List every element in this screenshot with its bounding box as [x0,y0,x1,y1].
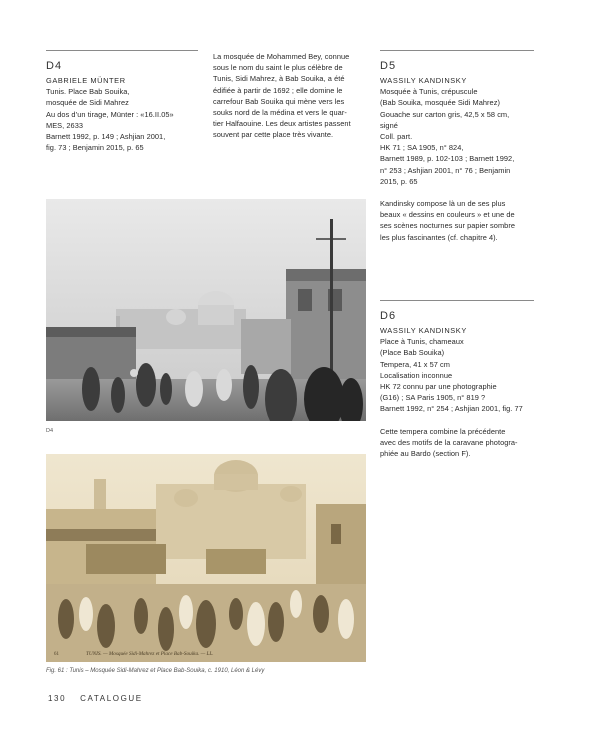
entry-line: signé [380,120,398,130]
entry-line: (Place Bab Souika) [380,348,445,358]
rule-d4 [46,50,198,51]
note-line: phiée au Bardo (section F). [380,449,471,459]
entry-line: Place à Tunis, chameaux [380,337,464,347]
entry-d4 [46,60,196,153]
rule-d5 [380,50,534,51]
photo-d4 [46,199,366,421]
essay-text [213,51,373,141]
entry-line: Tunis. Place Bab Souika, [46,87,130,97]
entry-line: fig. 73 ; Benjamin 2015, p. 65 [46,143,144,153]
entry-line: Localisation inconnue [380,370,453,380]
text-line: Tunis, Sidi Mahrez, à Bab Souika, a été [213,74,345,84]
note-line: ses scènes nocturnes sur papier sombre [380,221,515,231]
section-title: CATALOGUE [80,694,143,703]
text-line: édifiée à partir de 1692 ; elle domine le [213,85,343,95]
postcard-image [46,454,366,662]
entry-author: GABRIELE MÜNTER [46,76,126,85]
photo-d4-image [46,199,366,421]
text-line: carrefour Bab Souika qui mène vers les [213,96,345,106]
entry-line: n° 253 ; Ashjian 2001, n° 76 ; Benjamin [380,165,511,175]
entry-author: WASSILY KANDINSKY [380,76,467,85]
entry-line: MES, 2633 [46,120,84,130]
note-line: Cette tempera combine la précédente [380,426,506,436]
text-line: tier Halfaouine. Les deux artistes passent [213,119,351,129]
postcard-number: 61 [54,652,59,657]
entry-line: Barnett 1992, n° 254 ; Ashjian 2001, fig. 77 [380,404,523,414]
entry-line: HK 71 ; SA 1905, n° 824, [380,143,464,153]
note-line: beaux « dessins en couleurs » et une de [380,210,515,220]
rule-d6 [380,300,534,301]
text-line: souks nord de la médina et vers le quar- [213,108,347,118]
page-number: 130 [48,694,67,703]
text-line: sous le nom du saint le plus célèbre de [213,63,343,73]
folio [48,694,157,703]
entry-line: Barnett 1989, p. 102-103 ; Barnett 1992, [380,154,515,164]
photo-d4-caption: D4 [46,428,54,434]
entry-line: Gouache sur carton gris, 42,5 x 58 cm, [380,109,510,119]
entry-line: (Bab Souika, mosquée Sidi Mahrez) [380,98,500,108]
entry-d6 [380,310,540,459]
entry-line: Tempera, 41 x 57 cm [380,359,450,369]
text-line: La mosquée de Mohammed Bey, connue [213,52,350,61]
entry-code: D4 [46,60,63,72]
entry-code: D5 [380,60,397,72]
entry-line: Barnett 1992, p. 149 ; Ashjian 2001, [46,132,166,142]
note-line: Kandinsky compose là un de ses plus [380,199,506,209]
entry-line: mosquée de Sidi Mahrez [46,98,129,108]
entry-author: WASSILY KANDINSKY [380,326,467,335]
entry-line: HK 72 connu par une photographie [380,382,497,392]
postcard-fig61 [46,454,366,662]
note-line: les plus fascinantes (cf. chapitre 4). [380,232,498,242]
text-line: souvent par cette place très vivante. [213,130,334,140]
figure-caption: Fig. 61 : Tunis – Mosquée Sidi-Mahrez et Place Bab-Souika, c. 1910, Léon & Lévy [46,668,265,674]
entry-line: 2015, p. 65 [380,176,418,186]
entry-line: Au dos d’un tirage, Münter : «16.II.05» [46,109,174,119]
entry-line: Mosquée à Tunis, crépuscule [380,87,478,97]
entry-code: D6 [380,310,397,322]
entry-line: (G16) ; SA Paris 1905, n° 819 ? [380,393,486,403]
entry-d5 [380,60,535,243]
postcard-caption: TUNIS. — Mosquée Sidi-Mahrez et Place Bab-Souika. — LL. [86,651,214,657]
entry-line: Coll. part. [380,132,413,142]
note-line: avec des motifs de la caravane photogra- [380,437,518,447]
